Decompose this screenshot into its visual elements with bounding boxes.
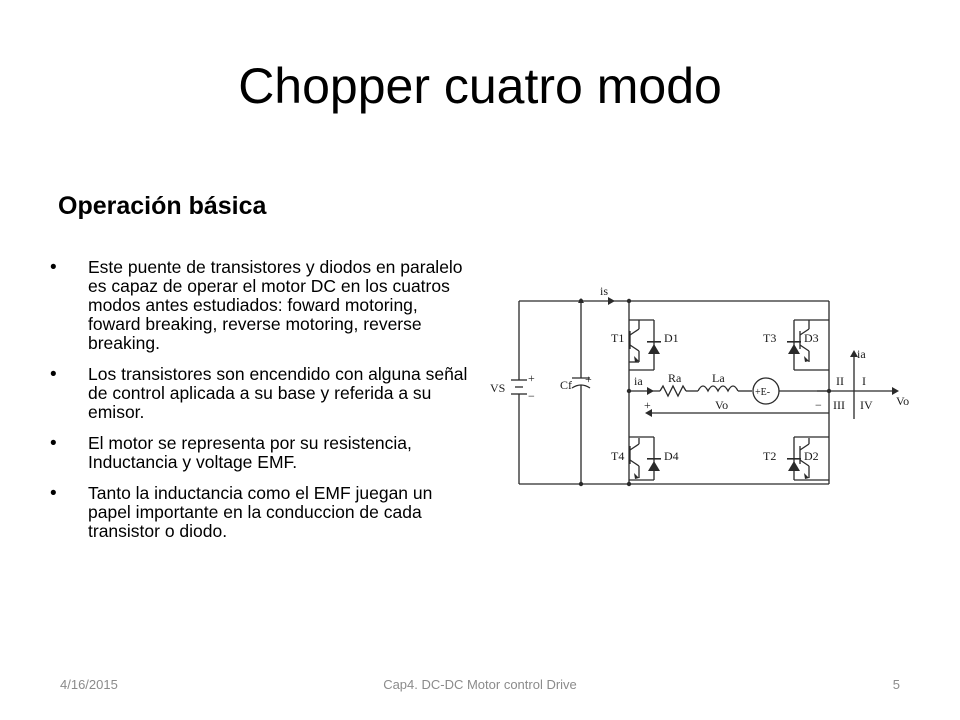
label-la: La xyxy=(712,371,725,385)
label-t4: T4 xyxy=(611,449,625,463)
label-t3: T3 xyxy=(763,331,777,345)
quadrant-iii: III xyxy=(833,398,845,412)
bullet-item: • Tanto la inductancia como el EMF juegan un papel importante en la conduccion de cada transistor o diodo. xyxy=(50,484,470,541)
bullet-list xyxy=(50,258,470,553)
label-vo: Vo xyxy=(715,398,729,412)
slide-subtitle: Operación básica xyxy=(58,192,267,220)
label-cf: Cf xyxy=(560,378,572,392)
label-minus: − xyxy=(528,389,535,403)
bullet-item: • El motor se representa por su resistencia, Inductancia y voltage EMF. xyxy=(50,434,470,472)
label-plus: + xyxy=(528,371,535,385)
quadrant-iv: IV xyxy=(860,398,873,412)
label-vo-minus: − xyxy=(815,398,822,412)
label-ra: Ra xyxy=(668,371,682,385)
quadrant-ii: II xyxy=(836,374,844,388)
label-d4: D4 xyxy=(664,449,679,463)
slide-title: Chopper cuatro modo xyxy=(238,58,722,114)
quadrant-i: I xyxy=(862,374,866,388)
quadrant-axis-ia: ia xyxy=(857,347,866,361)
label-t2: T2 xyxy=(763,449,777,463)
label-vo-plus: + xyxy=(644,398,651,412)
four-quadrant-chopper-diagram xyxy=(484,282,924,494)
label-ia: ia xyxy=(634,374,643,388)
label-cf-plus: + xyxy=(585,372,592,386)
footer-date: 4/16/2015 xyxy=(60,677,118,692)
label-d1: D1 xyxy=(664,331,679,345)
label-d3: D3 xyxy=(804,331,819,345)
label-d2: D2 xyxy=(804,449,819,463)
label-t1: T1 xyxy=(611,331,625,345)
label-is: is xyxy=(600,284,609,298)
bullet-item: • Los transistores son encendido con alguna señal de control aplicada a su base y referida a su emisor. xyxy=(50,365,470,422)
quadrant-axis-vo: Vo xyxy=(896,394,910,408)
label-emf: +E- xyxy=(755,387,771,398)
footer-title: Cap4. DC-DC Motor control Drive xyxy=(383,677,577,692)
bullet-item: • Este puente de transistores y diodos en paralelo es capaz de operar el motor DC en los cuatros modos antes estudiados: foward motoring, foward breaking, reverse motoring, reverse breaking. xyxy=(50,258,470,353)
footer-page-number: 5 xyxy=(892,677,900,692)
label-vs: VS xyxy=(490,381,506,395)
